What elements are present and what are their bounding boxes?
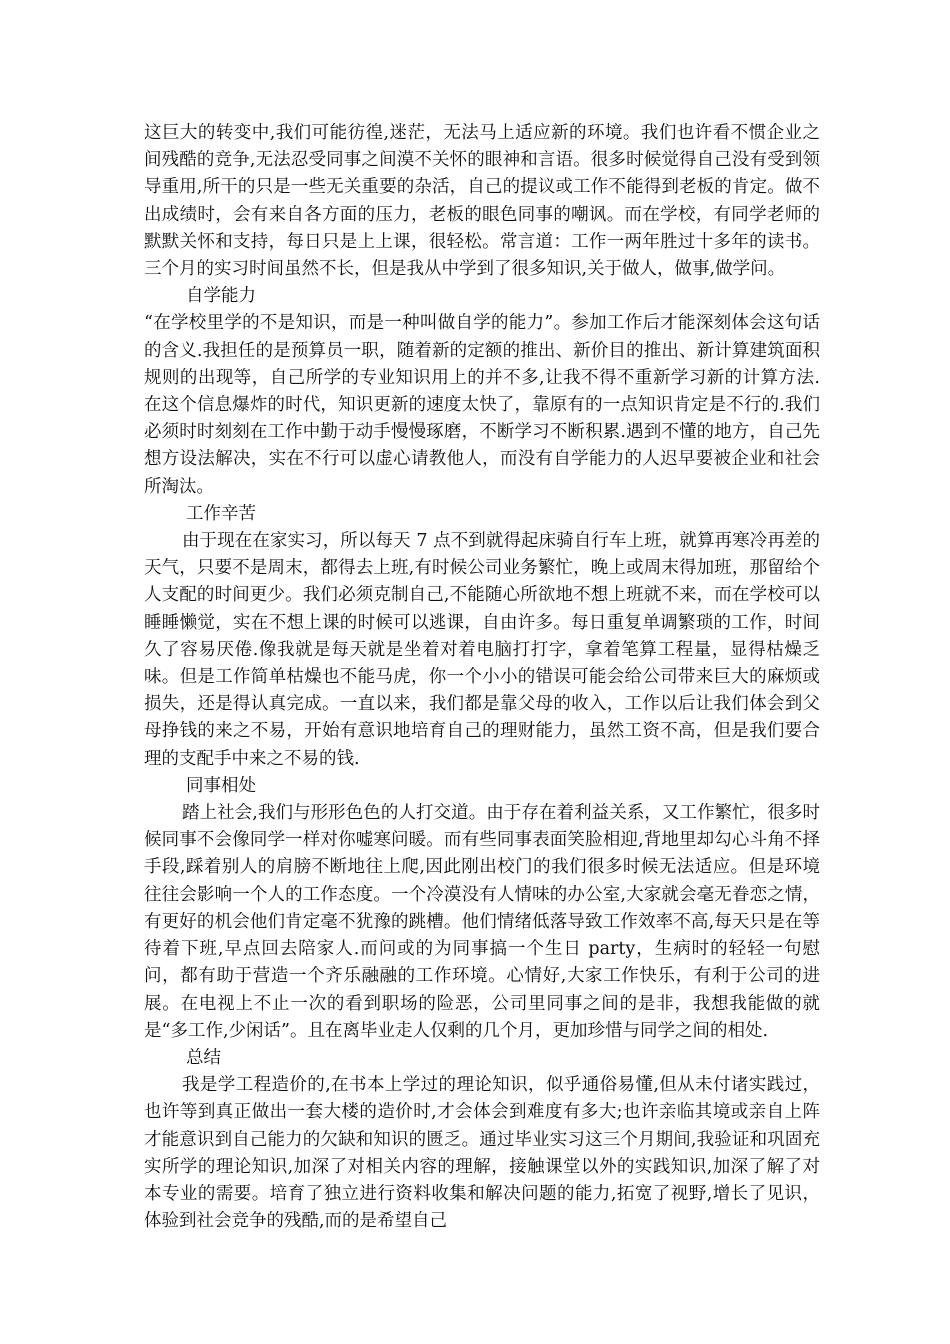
colleagues-paragraph: 踏上社会,我们与形形色色的人打交道。由于存在着利益关系，又工作繁忙，很多时候同事不会像同学一样对你嘘寒问暖。而有些同事表面笑脸相迎,背地里却勾心斗角不择手段,踩着别人的肩膀不断地往上爬,因此刚出校门的我们很多时候无法适应。但是环境往往会影响一个人的工作态度。一个冷漠没有人情味的办公室,大家就会毫无眷恋之情，有更好的机会他们肯定毫不犹豫的跳槽。他们情绪低落导致工作效率不高,每天只是在等待着下班,早点回去陪家人.而问或的为同事搞一个生日 party，生病时的轻轻一句慰问，都有助于营造一个齐乐融融的工作环境。心情好,大家工作快乐，有利于公司的进展。在电视上不止一次的看到职场的险恶，公司里同事之间的是非，我想我能做的就是“多工作,少闲话”。且在离毕业走人仅剩的几个月，更加珍惜与同学之间的相处.: [144, 803, 820, 1041]
self-study-paragraph: “在学校里学的不是知识，而是一种叫做自学的能力”。参加工作后才能深刻体会这句话的含义.我担任的是预算员一职，随着新的定额的推出、新价目的推出、新计算建筑面积规则的出现等，自己所学的专业知识用上的并不多,让我不得不重新学习新的计算方法.在这个信息爆炸的时代，知识更新的速度太快了，靠原有的一点知识肯定是不行的.我们必须时时刻刻在工作中勤于动手慢慢琢磨，不断学习不断积累.遇到不懂的地方，自己先想方设法解决，实在不行可以虚心请教他人，而没有自学能力的人迟早要被企业和社会所淘汰。: [144, 313, 820, 497]
document-page: [144, 120, 820, 1235]
section-heading-hardship: 工作辛苦: [186, 503, 256, 524]
section-heading-colleagues: 同事相处: [186, 775, 256, 796]
section-heading-self-study: 自学能力: [186, 286, 256, 307]
intro-paragraph: 这巨大的转变中,我们可能彷徨,迷茫，无法马上适应新的环境。我们也许看不惯企业之间残酷的竞争,无法忍受同事之间漠不关怀的眼神和言语。很多时候觉得自己没有受到领导重用,所干的只是一些无关重要的杂活，自己的提议或工作不能得到老板的肯定。做不出成绩时，会有来自各方面的压力，老板的眼色同事的嘲讽。而在学校，有同学老师的默默关怀和支持，每日只是上上课，很轻松。常言道：工作一两年胜过十多年的读书。三个月的实习时间虽然不长，但是我从中学到了很多知识,关于做人，做事,做学问。: [144, 123, 820, 280]
section-heading-summary: 总结: [186, 1047, 221, 1068]
hardship-paragraph: 由于现在在家实习，所以每天 7 点不到就得起床骑自行车上班，就算再寒冷再差的天气，只要不是周末，都得去上班,有时候公司业务繁忙，晚上或周末得加班，那留给个人支配的时间更少。我们必须克制自己,不能随心所欲地不想上班就不来，而在学校可以睡睡懒觉，实在不想上课的时候可以逃课，自由许多。每日重复单调繁琐的工作，时间久了容易厌倦.像我就是每天就是坐着对着电脑打打字，拿着笔算工程量，显得枯燥乏味。但是工作简单枯燥也不能马虎，你一个小小的错误可能会给公司带来巨大的麻烦或损失，还是得认真完成。一直以来，我们都是靠父母的收入，工作以后让我们体会到父母挣钱的来之不易，开始有意识地培育自己的理财能力，虽然工资不高，但是我们要合理的支配手中来之不易的钱.: [144, 531, 820, 769]
summary-paragraph: 我是学工程造价的,在书本上学过的理论知识，似乎通俗易懂,但从未付诸实践过，也许等到真正做出一套大楼的造价时,才会体会到难度有多大;也许亲临其境或亲自上阵才能意识到自己能力的欠缺和知识的匮乏。通过毕业实习这三个月期间,我验证和巩固充实所学的理论知识,加深了对相关内容的理解，接触课堂以外的实践知识,加深了解了对本专业的需要。培育了独立进行资料收集和解决问题的能力,拓宽了视野,增长了见识，体验到社会竞争的残酷,而的是希望自己: [144, 1075, 820, 1232]
